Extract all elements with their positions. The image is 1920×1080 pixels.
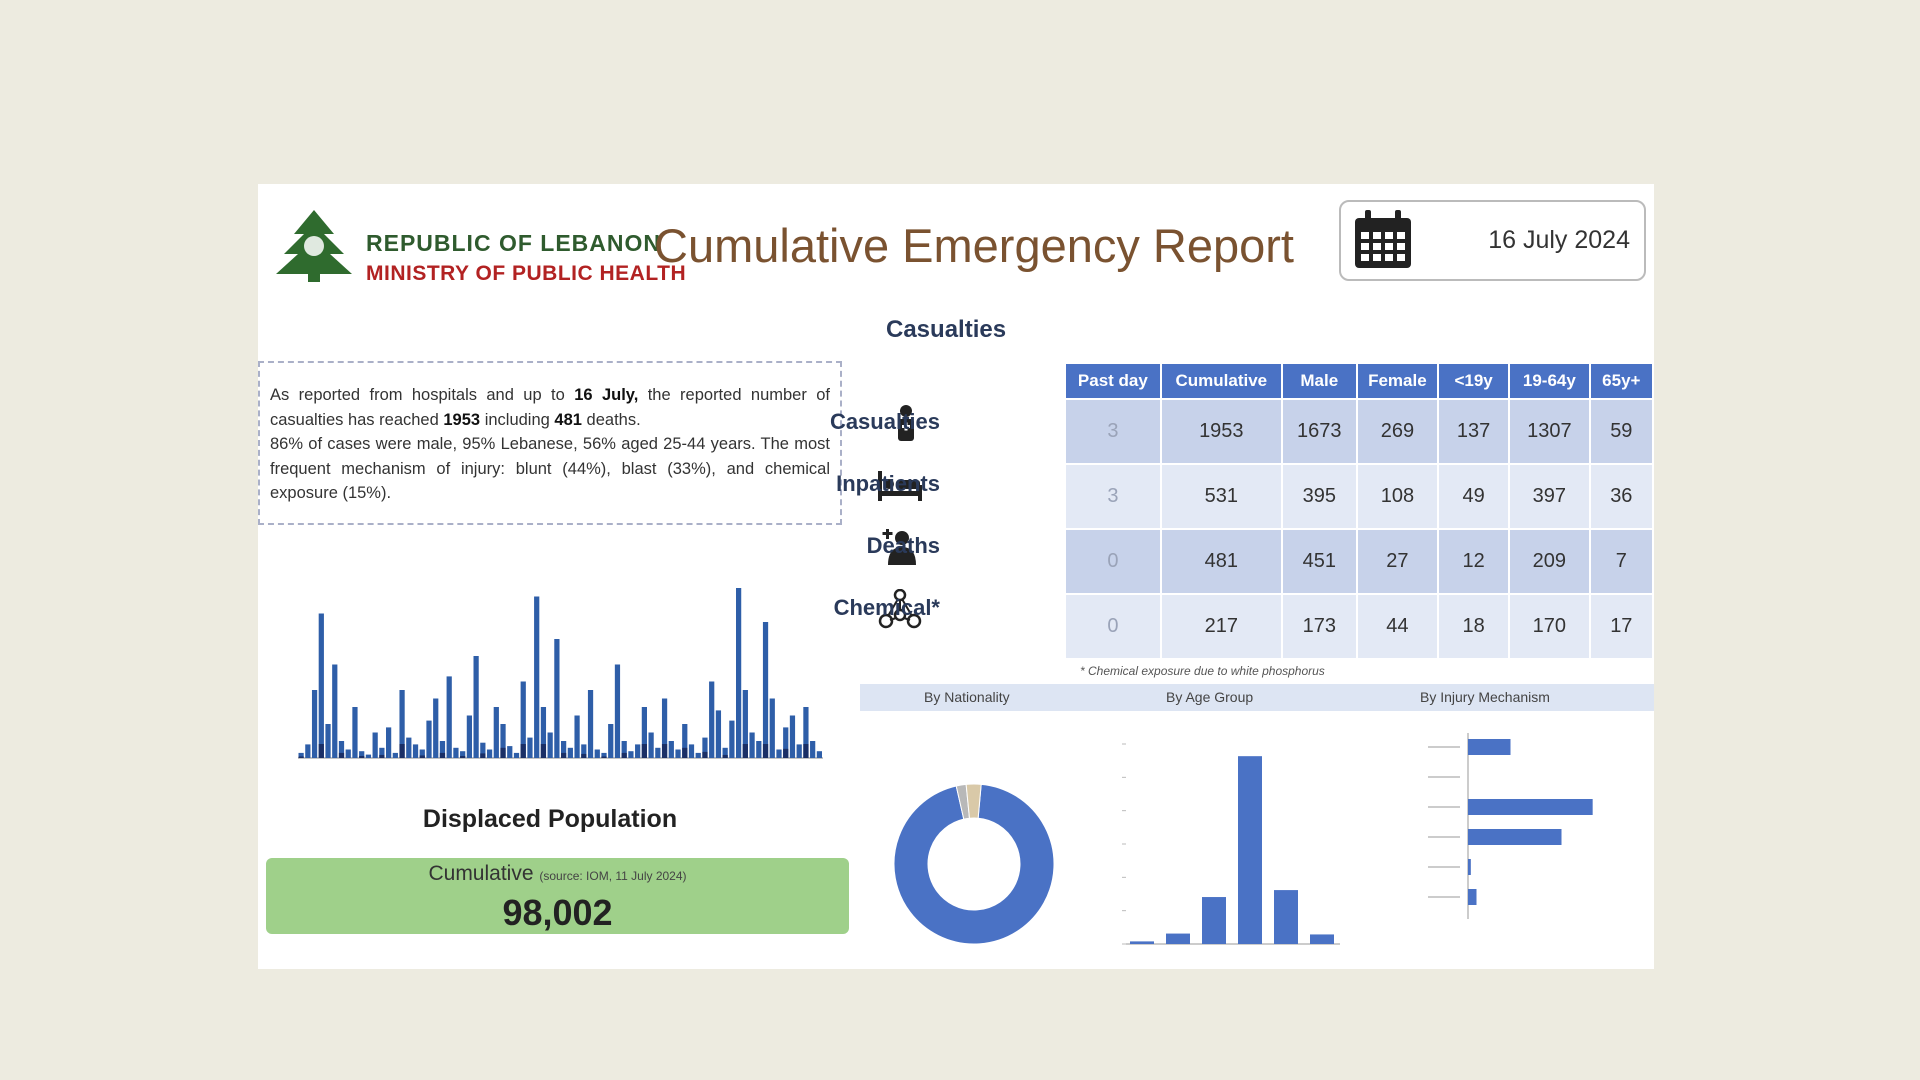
ts-bar xyxy=(790,716,795,759)
ts-bar xyxy=(675,750,680,759)
table-cell: 49 xyxy=(1439,465,1508,528)
ts-bar xyxy=(810,741,815,758)
row-label-text: Deaths xyxy=(866,533,940,558)
column-header: <19y xyxy=(1439,364,1508,398)
injury-mechanism-bar-chart xyxy=(1348,719,1648,964)
ts-bar xyxy=(487,750,492,759)
ts-bar-overlay xyxy=(359,756,364,758)
ts-bar xyxy=(588,690,593,758)
casualties-title: Casualties xyxy=(886,316,1007,343)
summary-p1-mid2: including xyxy=(484,410,550,429)
table-row xyxy=(1066,595,1652,658)
ts-bar xyxy=(426,721,431,758)
age-group-bar-chart xyxy=(1090,719,1360,964)
mechanism-bar xyxy=(1468,859,1471,875)
ts-bar-overlay xyxy=(521,744,526,758)
ts-bar xyxy=(514,753,519,758)
table-cell: 108 xyxy=(1358,465,1437,528)
table-cell: 59 xyxy=(1591,400,1652,463)
age-bar xyxy=(1130,941,1154,944)
displaced-title: Displaced Population xyxy=(422,805,678,833)
table-cell: 18 xyxy=(1439,595,1508,658)
table-cell: 1307 xyxy=(1510,400,1589,463)
ts-bar-overlay xyxy=(561,753,566,758)
age-bar xyxy=(1274,890,1298,944)
table-row xyxy=(1066,530,1652,593)
ts-bar-overlay xyxy=(339,753,344,758)
ts-bar xyxy=(548,733,553,759)
ts-bar-overlay xyxy=(601,756,606,758)
ts-bar xyxy=(346,750,351,759)
mechanism-bar xyxy=(1468,799,1593,815)
ts-bar xyxy=(332,665,337,759)
ts-bar xyxy=(574,716,579,759)
ts-bar xyxy=(756,741,761,758)
ts-bar xyxy=(527,738,532,758)
table-cell: 27 xyxy=(1358,530,1437,593)
ts-bar-overlay xyxy=(399,744,404,758)
ts-bar xyxy=(749,733,754,759)
summary-p1-mid: the reported number of casualties has reached xyxy=(270,386,830,429)
ts-bar xyxy=(406,738,411,758)
table-cell: 397 xyxy=(1510,465,1589,528)
table-cell: 7 xyxy=(1591,530,1652,593)
column-header: Male xyxy=(1283,364,1356,398)
ts-bar xyxy=(386,727,391,758)
ts-bar xyxy=(628,751,633,758)
ts-bar xyxy=(763,622,768,758)
ts-bar xyxy=(413,744,418,758)
report-card xyxy=(258,184,1654,969)
row-label-text: Inpatients xyxy=(836,471,940,496)
cumulative-label: Cumulative xyxy=(428,862,534,885)
date-box xyxy=(1339,200,1646,281)
ts-bar-overlay xyxy=(420,755,425,758)
ts-bar-overlay xyxy=(541,744,546,758)
ts-bar xyxy=(319,614,324,759)
ts-bar-overlay xyxy=(440,753,445,758)
table-cell: 17 xyxy=(1591,595,1652,658)
ts-bar-overlay xyxy=(783,749,788,758)
table-cell: 1953 xyxy=(1162,400,1281,463)
tab-by-age-group[interactable]: By Age Group xyxy=(1166,689,1254,705)
age-bar xyxy=(1202,897,1226,944)
ts-bar xyxy=(433,699,438,759)
tab-by-injury-mechanism[interactable]: By Injury Mechanism xyxy=(1420,689,1550,705)
nationality-donut-chart xyxy=(866,719,1082,964)
ts-bar-overlay xyxy=(622,753,627,758)
report-date: 16 July 2024 xyxy=(1488,226,1630,254)
ts-bar xyxy=(453,748,458,758)
ts-bar xyxy=(373,733,378,759)
ts-bar xyxy=(325,724,330,758)
ts-bar xyxy=(393,753,398,758)
ts-bar xyxy=(655,748,660,758)
summary-p2: 86% of cases were male, 95% Lebanese, 56% aged 25-44 years. The most frequent mechanism of injury: blunt (44%), blast (33%), and chemical exposure (15%). xyxy=(270,435,830,502)
table-row xyxy=(1066,400,1652,463)
ts-bar xyxy=(736,588,741,758)
column-header: 19-64y xyxy=(1510,364,1589,398)
ts-bar-overlay xyxy=(460,756,465,758)
table-cell: 209 xyxy=(1510,530,1589,593)
age-bar xyxy=(1310,934,1334,944)
table-cell: 173 xyxy=(1283,595,1356,658)
table-cell: 0 xyxy=(1066,530,1160,593)
table-cell: 3 xyxy=(1066,465,1160,528)
table-cell: 451 xyxy=(1283,530,1356,593)
ts-bar xyxy=(305,744,310,758)
breakdown-tabs xyxy=(860,684,1654,711)
ts-bar xyxy=(507,746,512,758)
table-cell: 531 xyxy=(1162,465,1281,528)
row-label-text: Casualties xyxy=(829,409,940,434)
ts-bar-overlay xyxy=(682,748,687,758)
ts-bar xyxy=(595,750,600,759)
table-cell: 395 xyxy=(1283,465,1356,528)
ts-bar xyxy=(817,751,822,758)
ts-bar xyxy=(447,676,452,758)
summary-date-bold: 16 July, xyxy=(574,386,639,404)
ts-bar-overlay xyxy=(803,744,808,758)
table-cell: 170 xyxy=(1510,595,1589,658)
ts-bar xyxy=(534,597,539,759)
summary-p1-end: deaths. xyxy=(586,410,641,429)
column-header: Cumulative xyxy=(1162,364,1281,398)
ts-bar xyxy=(776,750,781,759)
ts-bar-overlay xyxy=(662,744,667,758)
mechanism-bar xyxy=(1468,739,1511,755)
table-cell: 3 xyxy=(1066,400,1160,463)
ts-bar xyxy=(797,744,802,758)
ts-bar-overlay xyxy=(723,755,728,758)
ts-bar xyxy=(467,716,472,759)
ts-bar xyxy=(494,707,499,758)
summary-casualties-bold: 1953 xyxy=(443,410,481,429)
org-line-2: MINISTRY OF PUBLIC HEALTH xyxy=(366,262,687,285)
ts-bar-overlay xyxy=(763,744,768,758)
table-cell: 269 xyxy=(1358,400,1437,463)
ts-bar xyxy=(709,682,714,759)
column-header: Female xyxy=(1358,364,1437,398)
age-bar xyxy=(1166,934,1190,944)
ts-bar xyxy=(696,753,701,758)
ts-bar xyxy=(615,665,620,759)
ts-bar xyxy=(770,699,775,759)
column-header: 65y+ xyxy=(1591,364,1652,398)
summary-p1: As reported from hospitals and up to xyxy=(270,386,565,404)
ts-bar-overlay xyxy=(319,744,324,758)
ts-bar-overlay xyxy=(581,754,586,758)
ts-bar xyxy=(352,707,357,758)
ts-bar xyxy=(554,639,559,758)
summary-text-box xyxy=(258,361,842,525)
ts-bar xyxy=(669,741,674,758)
table-cell: 481 xyxy=(1162,530,1281,593)
table-row xyxy=(1066,465,1652,528)
org-line-1: REPUBLIC OF LEBANON xyxy=(366,230,661,256)
displaced-cumulative-label xyxy=(266,862,849,886)
calendar-icon xyxy=(1351,208,1415,272)
ts-bar xyxy=(312,690,317,758)
table-cell: 44 xyxy=(1358,595,1437,658)
ts-bar xyxy=(716,710,721,758)
age-bar xyxy=(1238,756,1262,944)
column-header: Past day xyxy=(1066,364,1160,398)
chemical-footnote: * Chemical exposure due to white phosphorus xyxy=(1080,664,1325,678)
displaced-source: (source: IOM, 11 July 2024) xyxy=(539,869,687,883)
tab-by-nationality[interactable]: By Nationality xyxy=(924,689,1010,705)
summary-deaths-bold: 481 xyxy=(554,410,582,429)
ts-bar xyxy=(635,744,640,758)
table-cell: 1673 xyxy=(1283,400,1356,463)
ts-bar xyxy=(729,721,734,758)
table-cell: 36 xyxy=(1591,465,1652,528)
ts-bar-overlay xyxy=(702,752,707,758)
casualties-table xyxy=(1064,362,1654,660)
ts-bar xyxy=(649,733,654,759)
ts-bar-overlay xyxy=(743,744,748,758)
daily-casualties-chart xyxy=(278,548,848,788)
displaced-cumulative-box xyxy=(266,858,849,934)
ts-bar xyxy=(689,744,694,758)
ts-bar-overlay xyxy=(379,755,384,758)
ts-bar xyxy=(608,724,613,758)
ts-bar-overlay xyxy=(500,748,505,758)
mechanism-bar xyxy=(1468,889,1477,905)
cedar-logo-icon xyxy=(272,208,356,284)
ts-bar xyxy=(474,656,479,758)
table-cell: 137 xyxy=(1439,400,1508,463)
table-header-row xyxy=(1066,364,1652,398)
ts-bar xyxy=(568,748,573,758)
ts-bar-overlay xyxy=(299,756,304,758)
ts-bar-overlay xyxy=(480,753,485,758)
mechanism-bar xyxy=(1468,829,1562,845)
report-title: Cumulative Emergency Report xyxy=(654,219,1294,272)
table-cell: 12 xyxy=(1439,530,1508,593)
table-cell: 217 xyxy=(1162,595,1281,658)
ts-bar xyxy=(366,755,371,758)
row-label-text: Chemical* xyxy=(833,595,940,620)
ts-bar-overlay xyxy=(642,744,647,758)
displaced-value: 98,002 xyxy=(502,892,613,933)
table-cell: 0 xyxy=(1066,595,1160,658)
